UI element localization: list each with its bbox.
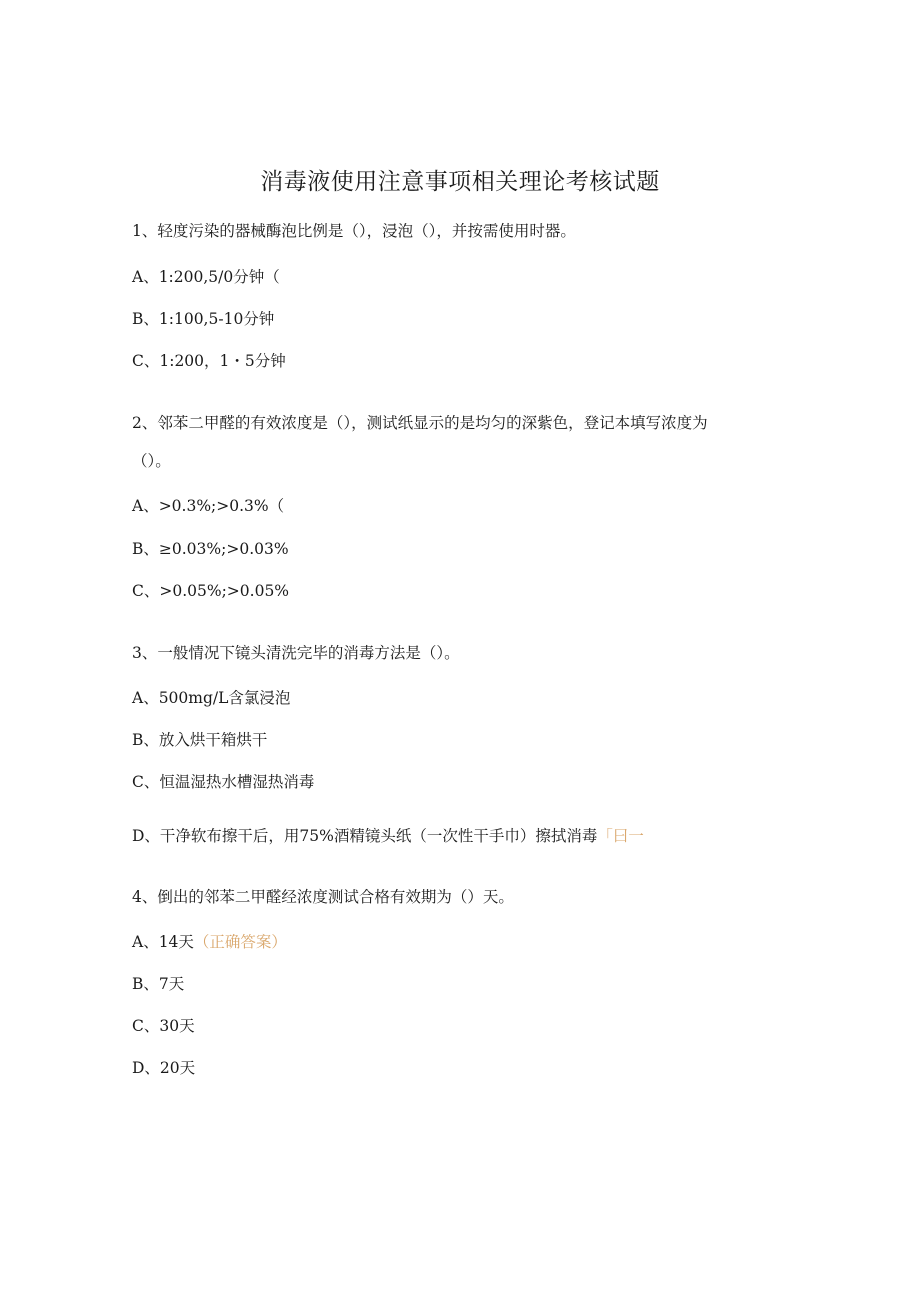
q4-option-a-text: A、14天 [132,933,194,951]
q3-option-d-text: D、干净软布擦干后，用75%酒精镜头纸（一次性干手巾）擦拭消毒 [132,827,598,845]
q3-option-a: A、500mg/L含氯浸泡 [132,689,291,707]
question-4: 4、倒出的邻苯二甲醛经浓度测试合格有效期为（）天。 [132,888,514,906]
q3-option-d [132,826,644,846]
question-1: 1、轻度污染的器械酶泡比例是（），浸泡（），并按需使用时器。 [132,222,576,240]
q3-option-b: B、放入烘干箱烘干 [132,731,268,749]
question-3: 3、一般情况下镜头清洗完毕的消毒方法是（）。 [132,644,460,662]
q4-option-a [132,932,287,952]
q4-option-a-answer-mark: （正确答案） [193,933,287,951]
q4-option-d: D、20天 [132,1059,196,1077]
q2-option-c: C、>0.05%;>0.05% [132,582,290,600]
q4-option-b: B、7天 [132,975,185,993]
q1-option-b: B、1:100,5-10分钟 [132,310,275,328]
page-title: 消毒液使用注意事项相关理论考核试题 [260,169,660,195]
question-2: 2、邻苯二甲醛的有效浓度是（），测试纸显示的是均匀的深紫色，登记本填写浓度为 [132,414,708,432]
q1-option-a: A、1:200,5/0分钟（ [132,268,280,286]
q2-option-a: A、>0.3%;>0.3%（ [132,497,285,515]
q3-option-c: C、恒温湿热水槽湿热消毒 [132,773,315,791]
question-2-continued: （）。 [132,452,171,470]
q4-option-c: C、30天 [132,1017,195,1035]
q2-option-b: B、≥0.03%;>0.03% [132,540,289,558]
q3-option-d-answer-mark: 「曰一 [597,827,644,845]
q1-option-c: C、1:200，1・5分钟 [132,352,286,370]
